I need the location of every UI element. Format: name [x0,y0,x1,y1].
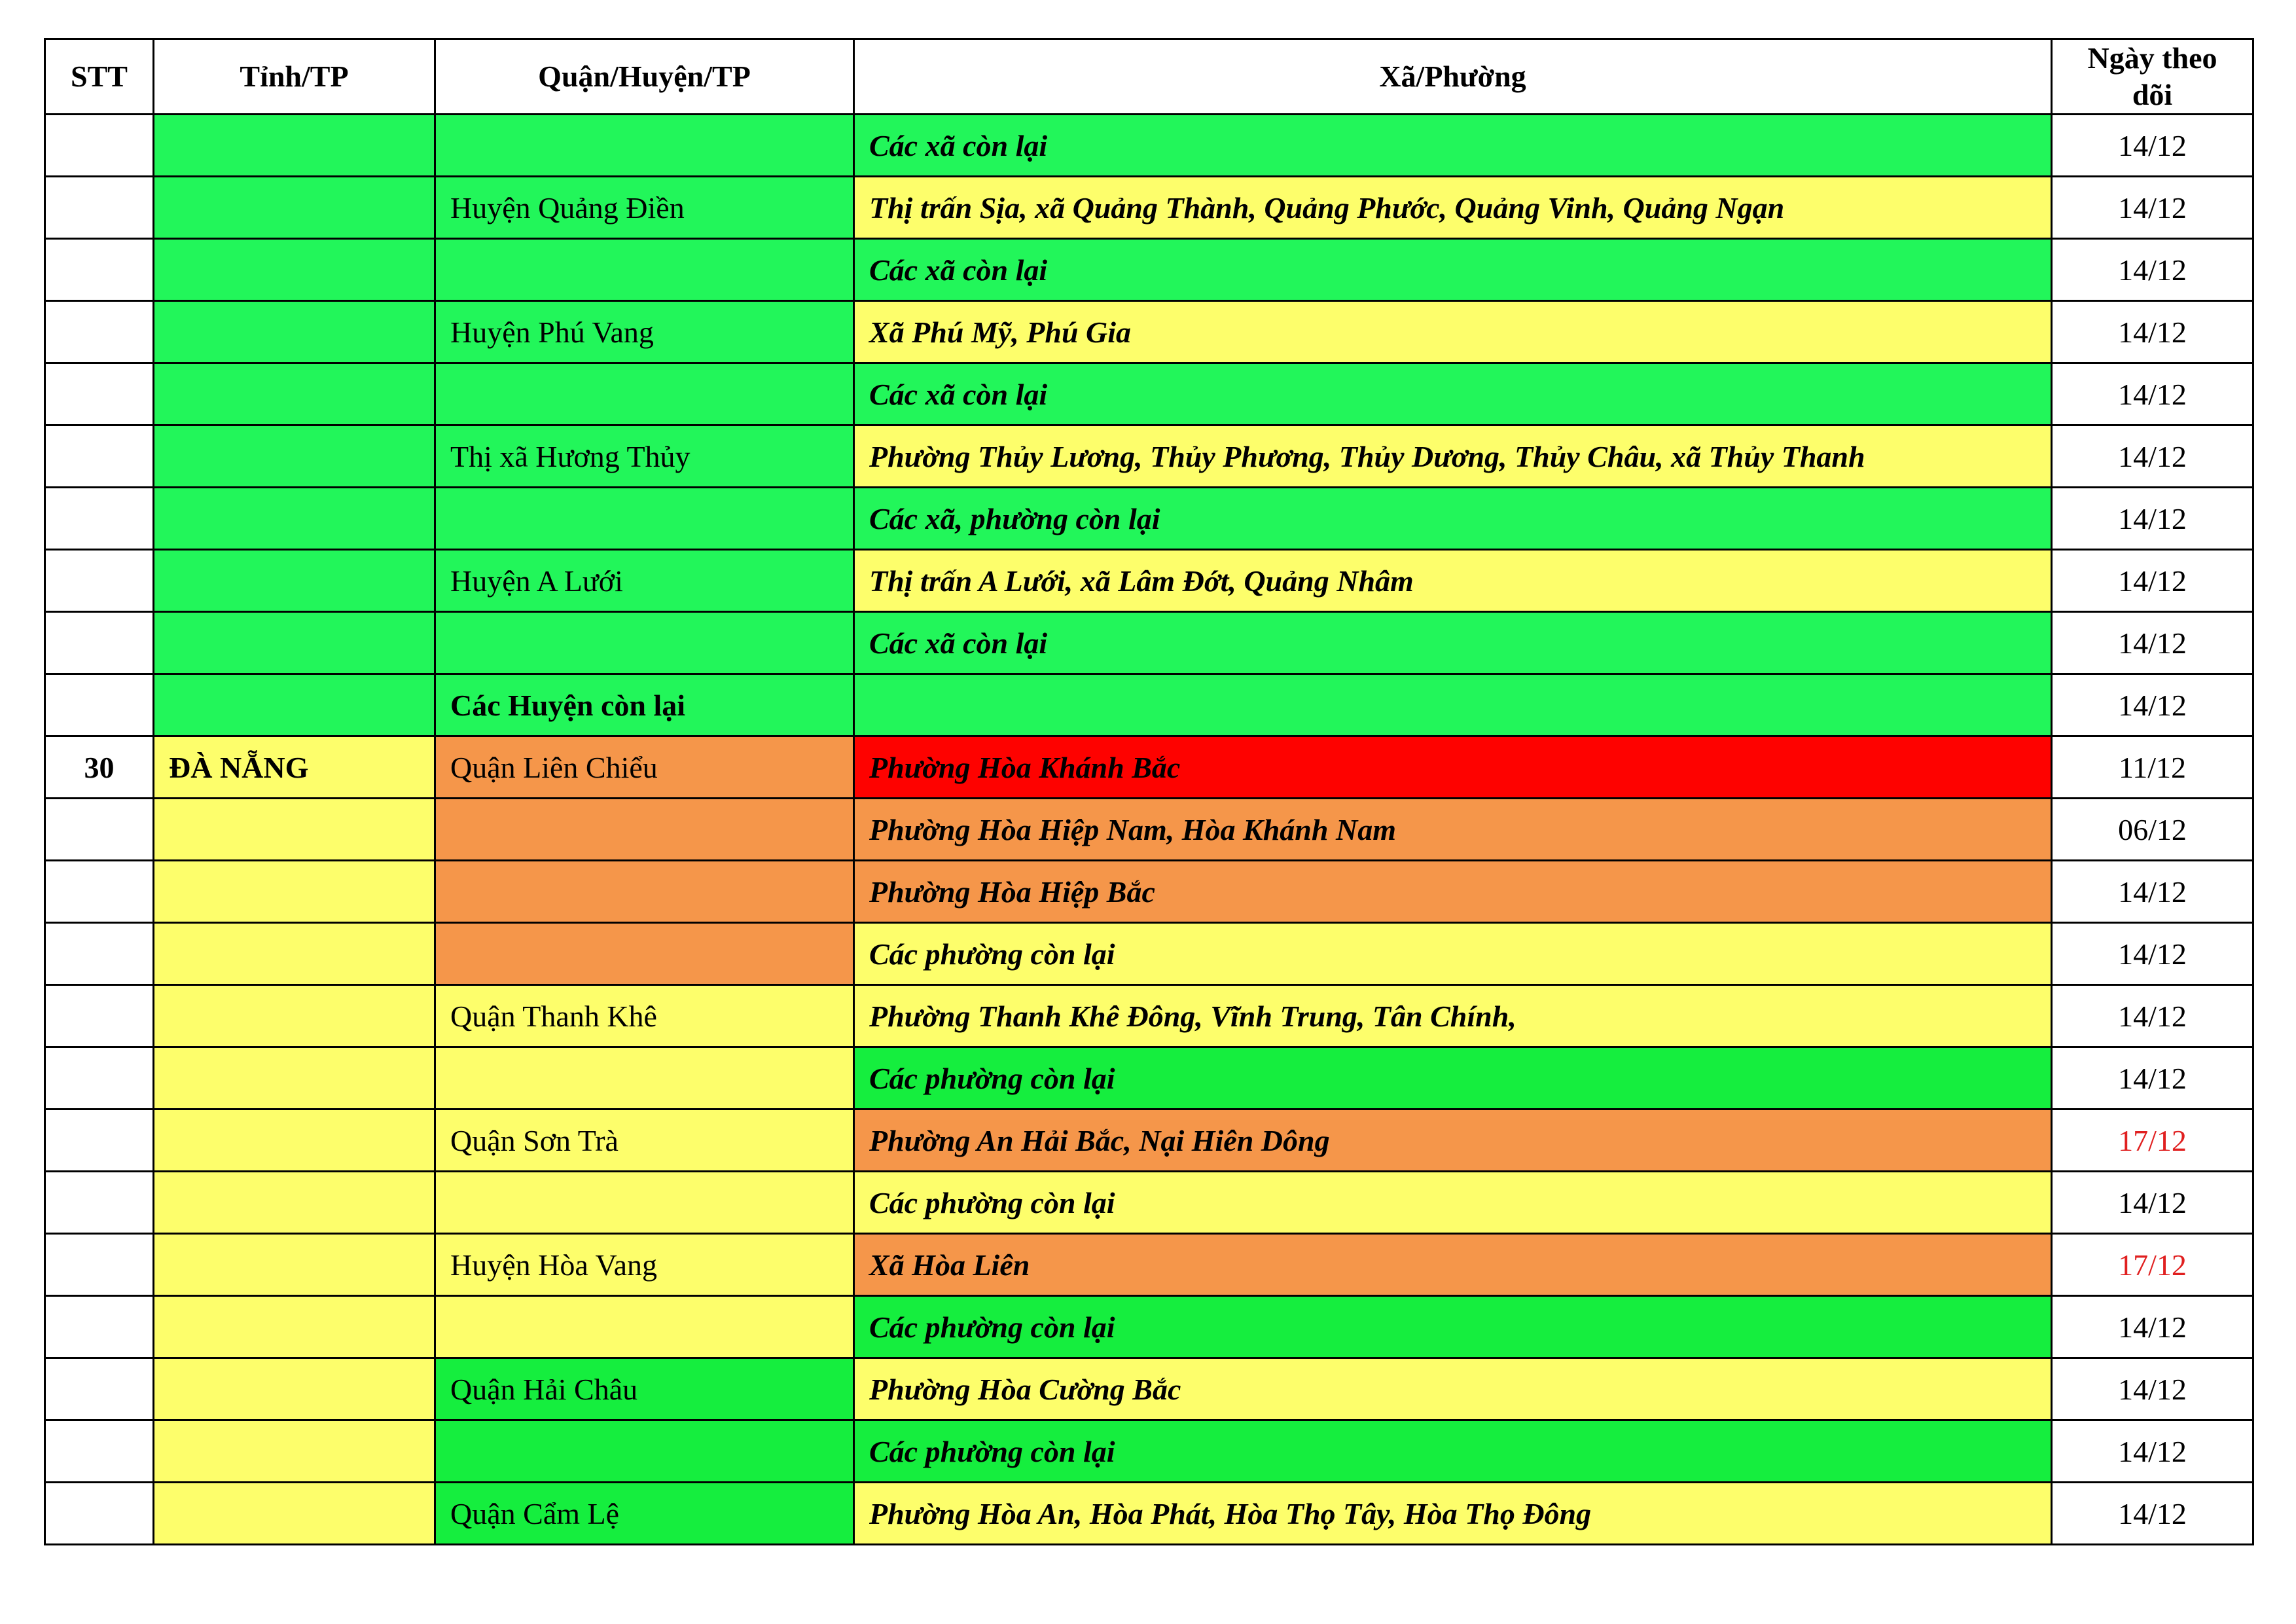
stt-cell [45,363,154,425]
date-cell: 14/12 [2052,1172,2253,1234]
table-row [45,799,2253,861]
province-cell [154,1172,435,1234]
table-row [45,425,2253,488]
province-cell [154,1110,435,1172]
stt-cell [45,1420,154,1483]
date-cell: 11/12 [2052,736,2253,799]
ward-cell: Phường Thanh Khê Đông, Vĩnh Trung, Tân Chính, [854,985,2052,1047]
province-cell [154,115,435,177]
table-row [45,1358,2253,1420]
ward-cell: Các phường còn lại [854,1047,2052,1110]
date-cell: 14/12 [2052,1296,2253,1358]
province-cell [154,1358,435,1420]
district-cell: Quận Hải Châu [435,1358,854,1420]
ward-cell: Phường Hòa Hiệp Nam, Hòa Khánh Nam [854,799,2052,861]
stt-cell [45,1296,154,1358]
ward-cell: Các xã còn lại [854,612,2052,674]
table-row [45,488,2253,550]
ward-cell: Phường Hòa Hiệp Bắc [854,861,2052,923]
district-cell: Huyện A Lưới [435,550,854,612]
date-cell: 14/12 [2052,612,2253,674]
district-cell [435,799,854,861]
district-cell: Huyện Hòa Vang [435,1234,854,1296]
district-cell: Quận Cẩm Lệ [435,1483,854,1545]
district-cell: Huyện Phú Vang [435,301,854,363]
stt-cell [45,488,154,550]
stt-cell [45,861,154,923]
district-cell [435,612,854,674]
stt-cell [45,115,154,177]
stt-cell [45,301,154,363]
district-cell [435,861,854,923]
header-stt: STT [45,39,154,115]
ward-cell: Các xã còn lại [854,239,2052,301]
district-cell [435,239,854,301]
district-cell [435,1172,854,1234]
ward-cell: Phường Hòa Cường Bắc [854,1358,2052,1420]
ward-cell: Các phường còn lại [854,1296,2052,1358]
header-province: Tỉnh/TP [154,39,435,115]
table-row [45,612,2253,674]
ward-cell: Xã Hòa Liên [854,1234,2052,1296]
header-ward: Xã/Phường [854,39,2052,115]
date-cell: 14/12 [2052,363,2253,425]
date-cell: 17/12 [2052,1110,2253,1172]
ward-cell: Phường An Hải Bắc, Nại Hiên Dông [854,1110,2052,1172]
stt-cell [45,425,154,488]
table-row [45,1047,2253,1110]
table-row [45,923,2253,985]
ward-cell: Phường Hòa Khánh Bắc [854,736,2052,799]
district-cell [435,923,854,985]
ward-cell: Các xã còn lại [854,363,2052,425]
date-cell: 14/12 [2052,1047,2253,1110]
district-cell [435,1296,854,1358]
date-cell: 14/12 [2052,488,2253,550]
table-row [45,550,2253,612]
stt-cell [45,1483,154,1545]
district-cell [435,363,854,425]
table-row [45,861,2253,923]
stt-cell [45,550,154,612]
province-cell [154,923,435,985]
date-cell: 14/12 [2052,1420,2253,1483]
table-row [45,115,2253,177]
province-cell [154,799,435,861]
stt-cell [45,674,154,736]
ward-cell: Thị trấn Sịa, xã Quảng Thành, Quảng Phước, Quảng Vinh, Quảng Ngạn [854,177,2052,239]
date-cell: 14/12 [2052,425,2253,488]
date-cell: 14/12 [2052,550,2253,612]
ward-cell: Phường Hòa An, Hòa Phát, Hòa Thọ Tây, Hòa Thọ Đông [854,1483,2052,1545]
date-cell: 06/12 [2052,799,2253,861]
province-cell [154,177,435,239]
table-body [45,115,2253,1545]
table-row [45,301,2253,363]
ward-cell: Các xã còn lại [854,115,2052,177]
date-cell: 14/12 [2052,985,2253,1047]
province-cell [154,1234,435,1296]
stt-cell [45,239,154,301]
province-cell [154,674,435,736]
province-cell [154,612,435,674]
ward-cell: Các phường còn lại [854,923,2052,985]
date-cell: 14/12 [2052,923,2253,985]
province-cell [154,550,435,612]
stt-cell [45,923,154,985]
covid-zone-table [44,38,2254,1545]
date-cell: 14/12 [2052,1483,2253,1545]
district-cell: Thị xã Hương Thủy [435,425,854,488]
province-cell [154,363,435,425]
province-cell [154,239,435,301]
ward-cell: Thị trấn A Lưới, xã Lâm Đớt, Quảng Nhâm [854,550,2052,612]
table-row [45,1234,2253,1296]
district-cell [435,488,854,550]
header-row [45,39,2253,115]
province-cell [154,488,435,550]
district-cell [435,115,854,177]
stt-cell: 30 [45,736,154,799]
province-cell [154,301,435,363]
district-cell: Quận Sơn Trà [435,1110,854,1172]
date-cell: 14/12 [2052,115,2253,177]
ward-cell: Xã Phú Mỹ, Phú Gia [854,301,2052,363]
table-row [45,1172,2253,1234]
district-cell [435,1420,854,1483]
province-cell [154,1296,435,1358]
stt-cell [45,612,154,674]
province-cell [154,1420,435,1483]
province-cell: ĐÀ NẴNG [154,736,435,799]
date-cell: 14/12 [2052,861,2253,923]
table-header [45,39,2253,115]
date-cell: 14/12 [2052,239,2253,301]
ward-cell: Phường Thủy Lương, Thủy Phương, Thủy Dương, Thủy Châu, xã Thủy Thanh [854,425,2052,488]
ward-cell: Các phường còn lại [854,1420,2052,1483]
stt-cell [45,177,154,239]
ward-cell: Các xã, phường còn lại [854,488,2052,550]
header-district: Quận/Huyện/TP [435,39,854,115]
date-cell: 14/12 [2052,301,2253,363]
table-row [45,1296,2253,1358]
district-cell: Quận Thanh Khê [435,985,854,1047]
province-cell [154,1483,435,1545]
table-row [45,674,2253,736]
table-row [45,985,2253,1047]
stt-cell [45,985,154,1047]
date-cell: 14/12 [2052,1358,2253,1420]
ward-cell: Các phường còn lại [854,1172,2052,1234]
table-row [45,177,2253,239]
table-row [45,1420,2253,1483]
table-row [45,1483,2253,1545]
stt-cell [45,1358,154,1420]
table-row [45,736,2253,799]
stt-cell [45,1172,154,1234]
date-cell: 14/12 [2052,177,2253,239]
province-cell [154,1047,435,1110]
province-cell [154,985,435,1047]
table-row [45,363,2253,425]
table-row [45,239,2253,301]
district-cell: Quận Liên Chiểu [435,736,854,799]
table-row [45,1110,2253,1172]
stt-cell [45,799,154,861]
district-cell [435,1047,854,1110]
stt-cell [45,1110,154,1172]
district-cell: Các Huyện còn lại [435,674,854,736]
ward-cell [854,674,2052,736]
stt-cell [45,1047,154,1110]
header-date: Ngày theo dõi [2052,39,2253,115]
date-cell: 17/12 [2052,1234,2253,1296]
district-cell: Huyện Quảng Điền [435,177,854,239]
date-cell: 14/12 [2052,674,2253,736]
province-cell [154,425,435,488]
province-cell [154,861,435,923]
stt-cell [45,1234,154,1296]
